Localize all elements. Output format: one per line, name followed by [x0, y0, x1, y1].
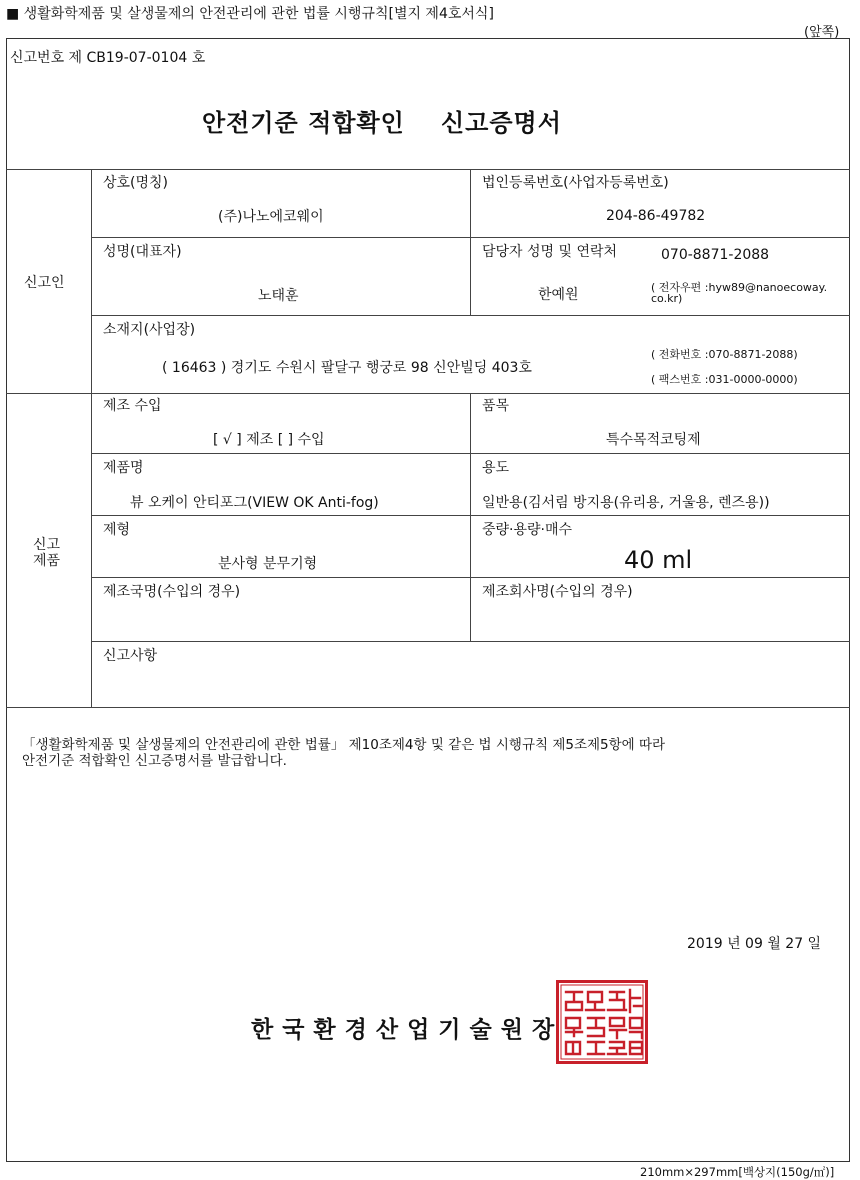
page-title-suffix: 신고증명서 [441, 109, 562, 137]
seal-glyph-7 [610, 1018, 626, 1038]
divider-title [6, 169, 850, 170]
telephone-number: ( 전화번호 :070-8871-2088) [651, 348, 798, 361]
manufacturing-country-label: 제조국명(수입의 경우) [103, 584, 241, 600]
contact-email-line2: co.kr) [651, 292, 683, 305]
page-title: 안전기준 적합확인 [202, 109, 405, 137]
seal-glyph-5 [566, 1018, 582, 1036]
manufacture-import-label: 제조 수입 [103, 398, 162, 414]
seal-glyph-11 [608, 1042, 626, 1054]
statement-line-1: 「생활화학제품 및 살생물제의 안전관리에 관한 법률」 제10조제4항 및 같은 법 시행규칙 제5조제5항에 따라 [22, 737, 666, 753]
official-seal-icon [556, 980, 648, 1064]
representative-label: 성명(대표자) [103, 244, 182, 260]
seal-glyph-3 [608, 992, 626, 1010]
seal-glyph-9 [566, 1042, 580, 1054]
product-name-value: 뷰 오케이 안티포그(VIEW OK Anti-fog) [130, 495, 379, 511]
seal-glyph-2 [586, 992, 604, 1010]
registration-number-label: 법인등록번호(사업자등록번호) [482, 175, 669, 191]
divider-row6 [91, 641, 850, 642]
use-value: 일반용(김서림 방지용(유리용, 거울용, 렌즈용)) [482, 495, 770, 511]
use-label: 용도 [482, 460, 510, 476]
formulation-label: 제형 [103, 522, 131, 538]
contact-label: 담당자 성명 및 연락처 [482, 244, 618, 260]
address-value: ( 16463 ) 경기도 수원시 팔달구 행궁로 98 신안빌딩 403호 [162, 360, 532, 376]
representative-value: 노태훈 [258, 288, 299, 304]
registration-number-value: 204-86-49782 [606, 208, 706, 224]
divider-mid-product [470, 393, 471, 641]
product-name-label: 제품명 [103, 460, 144, 476]
divider-product [6, 707, 850, 708]
contact-email-line1: ( 전자우편 :hyw89@nanoecoway. [651, 281, 828, 294]
seal-glyph-8 [630, 1018, 642, 1038]
contact-phone: 070-8871-2088 [661, 247, 770, 263]
formulation-value: 분사형 분무기형 [218, 556, 318, 572]
statement-line-2: 안전기준 적합확인 신고증명서를 발급합니다. [22, 753, 287, 769]
page-side-label: (앞쪽) [804, 25, 840, 40]
seal-glyph-4 [630, 990, 642, 1012]
weight-volume-value: 40 ml [624, 546, 693, 574]
manufacturer-name-label: 제조회사명(수입의 경우) [482, 584, 633, 600]
report-notes-label: 신고사항 [103, 648, 158, 664]
company-name-value: (주)나노에코웨이 [218, 209, 324, 225]
report-number: 신고번호 제 CB19-07-0104 호 [10, 50, 206, 66]
seal-glyph-1 [566, 992, 582, 1010]
section-label-product-2: 제품 [33, 553, 61, 569]
contact-person: 한예원 [538, 287, 579, 303]
item-label: 품목 [482, 398, 510, 414]
form-caption: ■ 생활화학제품 및 살생물제의 안전관리에 관한 법률 시행규칙[별지 제4호서식] [6, 6, 494, 22]
divider-row2 [91, 315, 850, 316]
fax-number: ( 팩스번호 :031-0000-0000) [651, 373, 798, 386]
divider-mid-reporter [470, 169, 471, 315]
divider-section-column [91, 169, 92, 707]
seal-glyph-10 [588, 1042, 604, 1054]
item-value: 특수목적코팅제 [606, 432, 701, 448]
seal-glyph-12 [630, 1042, 642, 1054]
issue-date: 2019 년 09 월 27 일 [687, 936, 822, 952]
section-label-reporter: 신고인 [24, 275, 65, 291]
address-label: 소재지(사업장) [103, 322, 196, 338]
company-name-label: 상호(명칭) [103, 175, 169, 191]
divider-reporter [6, 393, 850, 394]
issuer-name: 한국환경산업기술원장 [251, 1017, 564, 1043]
weight-volume-label: 중량·용량·매수 [482, 522, 573, 538]
seal-glyph-6 [588, 1018, 604, 1036]
section-label-product-1: 신고 [33, 537, 61, 553]
manufacture-import-value: [ √ ] 제조 [ ] 수입 [213, 432, 325, 448]
paper-spec: 210mm×297mm[백상지(150g/㎡)] [640, 1165, 835, 1179]
